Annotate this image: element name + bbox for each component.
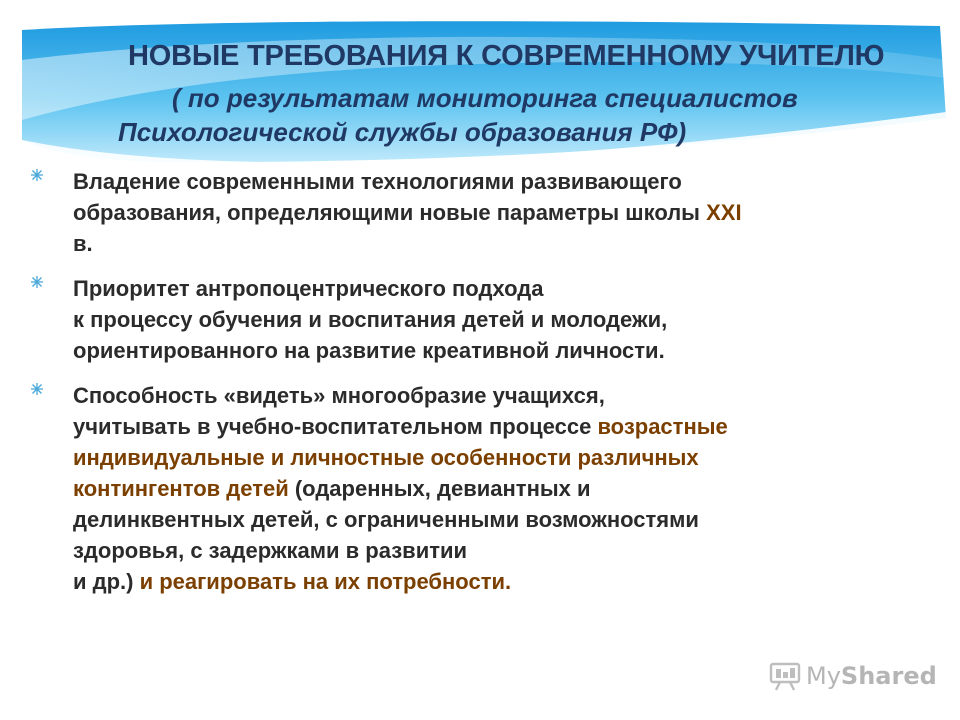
- watermark-text: MyShared: [806, 662, 937, 690]
- highlighted-text: и реагировать на их потребности.: [133, 569, 512, 594]
- asterisk-bullet-icon: [30, 168, 44, 182]
- highlighted-text: XXI: [706, 200, 742, 225]
- highlighted-text: контингентов детей: [73, 476, 289, 501]
- bullet-text-line: [73, 535, 930, 566]
- watermark: [768, 656, 937, 696]
- slide-title: НОВЫЕ ТРЕБОВАНИЯ К СОВРЕМЕННОМУ УЧИТЕЛЮ: [128, 40, 885, 72]
- text-segment: ориентированного на развитие креативной личности.: [73, 338, 665, 363]
- bullet-text-line: [73, 380, 930, 411]
- bullet-list: [30, 166, 930, 611]
- text-segment: здоровья, с задержками в развитии: [73, 538, 468, 563]
- asterisk-bullet-icon: [30, 275, 44, 289]
- text-segment: и др.): [73, 569, 134, 594]
- highlighted-text: индивидуальные и личностные особенности различных: [73, 445, 699, 470]
- bullet-text-line: [73, 273, 930, 304]
- text-segment: Владение современными технологиями развивающего: [73, 169, 682, 194]
- bullet-text-line: [73, 442, 930, 473]
- highlighted-text: возрастные: [597, 414, 728, 439]
- text-segment: Приоритет антропоцентрического подхода: [73, 276, 544, 301]
- bullet-text-line: [73, 304, 930, 335]
- bullet-text-line: [73, 566, 930, 597]
- bullet-text-line: [73, 473, 930, 504]
- bullet-text-line: [73, 411, 930, 442]
- presentation-board-icon: [768, 659, 802, 693]
- bullet-item: [30, 166, 930, 259]
- text-segment: (одаренных, девиантных и: [288, 476, 591, 501]
- bullet-item: [30, 380, 930, 597]
- asterisk-bullet-icon: [30, 382, 44, 396]
- bullet-text-line: [73, 504, 930, 535]
- bullet-text-line: [73, 197, 930, 228]
- slide-subtitle-line-2: Психологической службы образования РФ): [118, 117, 687, 147]
- text-segment: образования, определяющими новые параметры школы: [73, 200, 707, 225]
- text-segment: Способность «видеть» многообразие учащихся,: [73, 383, 605, 408]
- text-segment: учитывать в учебно-воспитательном процессе: [73, 414, 598, 439]
- bullet-item: [30, 273, 930, 366]
- text-segment: в.: [73, 231, 93, 256]
- text-segment: делинквентных детей, с ограниченными возможностями: [73, 507, 699, 532]
- bullet-text-line: [73, 228, 930, 259]
- slide-subtitle-line-1: ( по результатам мониторинга специалистов: [172, 83, 798, 113]
- bullet-text-line: [73, 335, 930, 366]
- text-segment: к процессу обучения и воспитания детей и молодежи,: [73, 307, 668, 332]
- bullet-text-line: [73, 166, 930, 197]
